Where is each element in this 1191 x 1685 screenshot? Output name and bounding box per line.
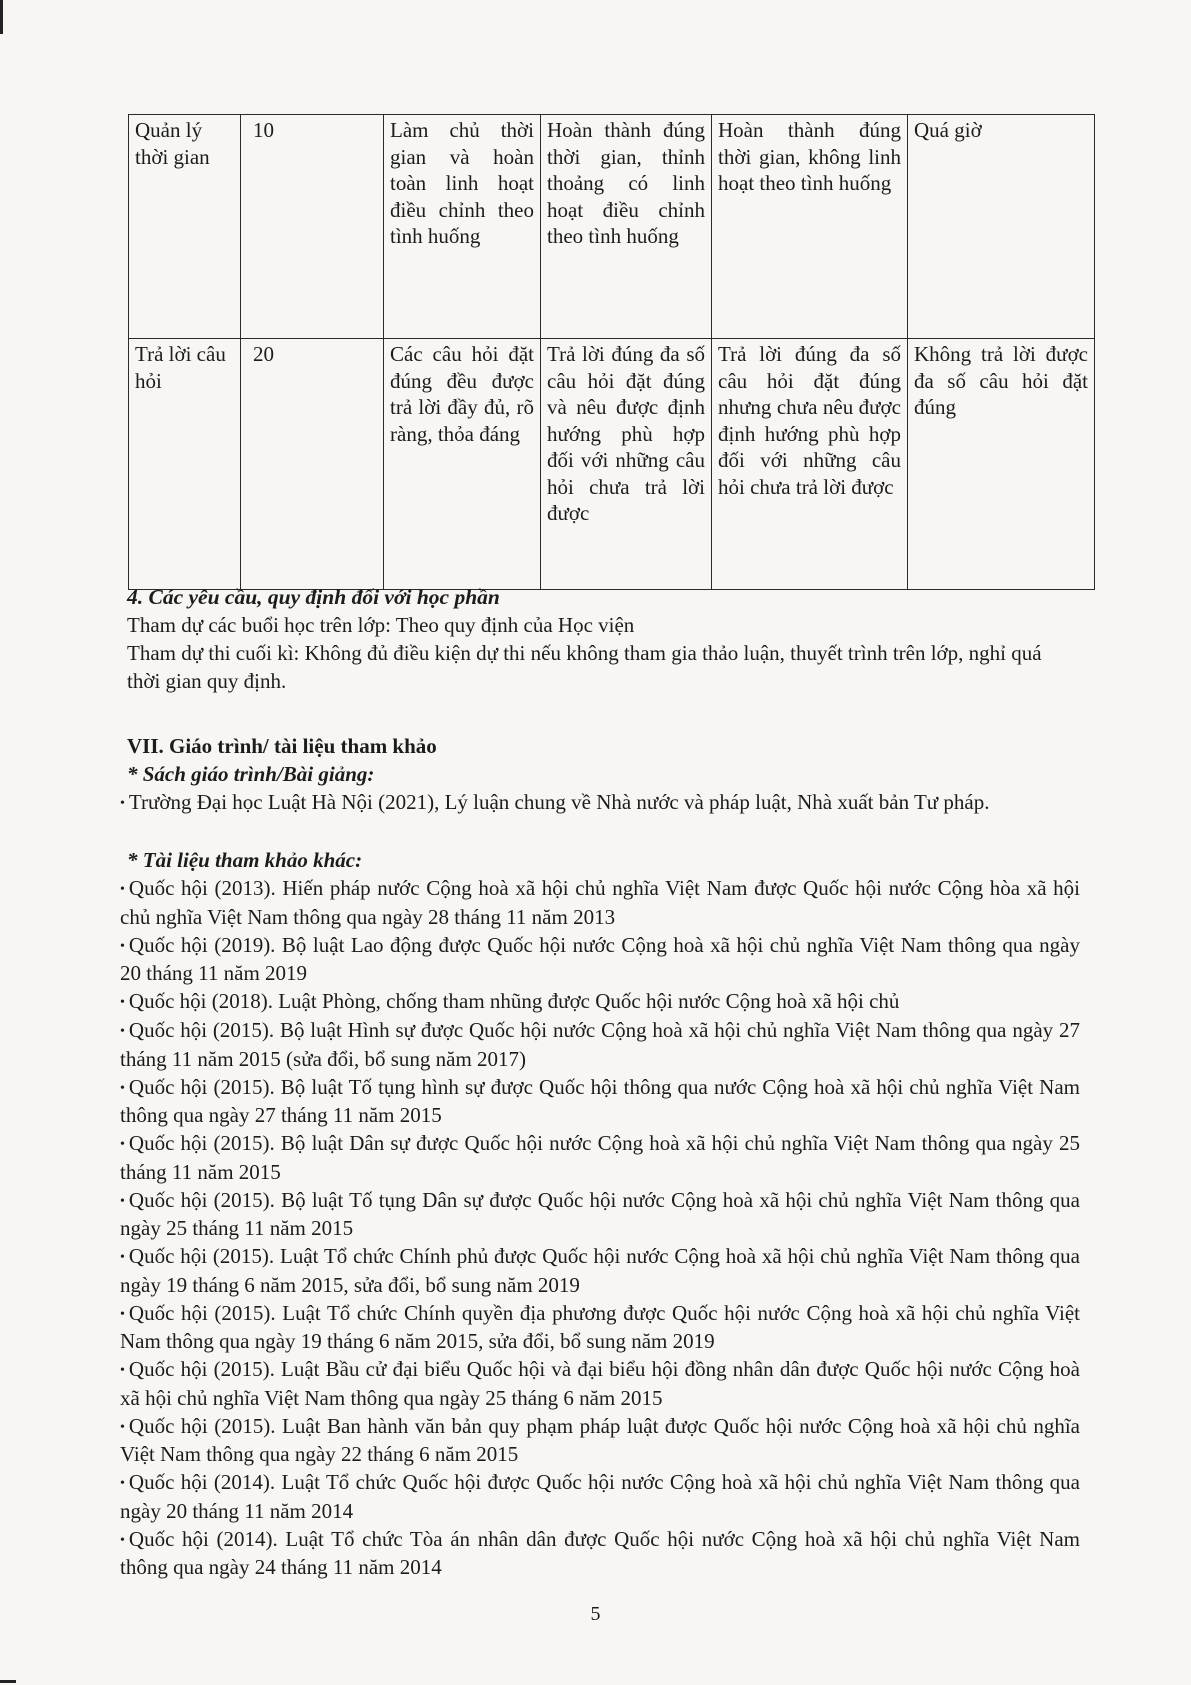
list-item: • Quốc hội (2018). Luật Phòng, chống tham nhũng được Quốc hội nước Cộng hoà xã hội chủ (120, 989, 900, 1013)
level-2-cell: Hoàn thành đúng thời gian, thỉnh thoảng có linh hoạt điều chỉnh theo tình huống (541, 115, 712, 339)
level-3-cell: Hoàn thành đúng thời gian, không linh hoạt theo tình huống (712, 115, 908, 339)
list-item: • Quốc hội (2015). Luật Ban hành văn bản quy phạm pháp luật được Quốc hội nước Cộng hoà xã hội chủ nghĩa Việt Nam thông qua ngày 22 tháng 6 năm 2015 (120, 1413, 1080, 1466)
list-item: • Quốc hội (2013). Hiến pháp nước Cộng hoà xã hội chủ nghĩa Việt Nam được Quốc hội nước Cộng hòa xã hội chủ nghĩa Việt Nam thông qua ngày 28 tháng 11 năm 2013 (120, 876, 1080, 929)
level-3-cell: Trả lời đúng đa số câu hỏi đặt đúng nhưng chưa nêu được định hướng phù hợp đối với những câu hỏi chưa trả lời được (712, 339, 908, 590)
textbook-item-text: Trường Đại học Luật Hà Nội (2021), Lý luận chung về Nhà nước và pháp luật, Nhà xuất bản Tư pháp. (128, 790, 990, 814)
page-number: 5 (590, 1603, 601, 1625)
criterion-cell: Trả lời câu hỏi (129, 339, 241, 590)
weight-cell: 10 (241, 115, 384, 339)
bullet-icon: • (120, 1137, 125, 1152)
level-4-cell: Quá giờ (908, 115, 1095, 339)
bullet-icon: • (120, 1532, 125, 1548)
textbook-item (120, 789, 1080, 818)
section-4-attendance: Tham dự các buổi học trên lớp: Theo quy định của Học viện (127, 613, 635, 637)
bullet-icon: • (120, 938, 125, 954)
bullet-icon: • (120, 1193, 125, 1209)
weight-cell: 20 (241, 339, 384, 590)
level-4-cell: Không trả lời được đa số câu hỏi đặt đúng (908, 339, 1095, 590)
bullet-icon: • (120, 1306, 125, 1322)
list-item: • Quốc hội (2014). Luật Tổ chức Tòa án nhân dân được Quốc hội nước Cộng hoà xã hội chủ nghĩa Việt Nam thông qua ngày 24 tháng 11 năm 2014 (120, 1526, 1080, 1579)
list-item: • Quốc hội (2015). Luật Tổ chức Chính quyền địa phương được Quốc hội nước Cộng hoà xã hội chủ nghĩa Việt Nam thông qua ngày 19 tháng 6 năm 2015, sửa đổi, bổ sung năm 2019 (120, 1300, 1080, 1353)
table-row (129, 339, 1095, 590)
section-4-exam-requirement: Tham dự thi cuối kì: Không đủ điều kiện dự thi nếu không tham gia thảo luận, thuyết trình trên lớp, nghỉ quá thời gian quy định. (127, 641, 1042, 693)
scan-mark-top-left (0, 0, 3, 34)
bullet-icon: • (120, 1476, 125, 1491)
other-references-heading: * Tài liệu tham khảo khác: (127, 848, 363, 872)
bullet-icon: • (120, 995, 125, 1010)
list-item: • Quốc hội (2014). Luật Tổ chức Quốc hội được Quốc hội nước Cộng hoà xã hội chủ nghĩa Việt Nam thông qua ngày 20 tháng 11 năm 2014 (120, 1470, 1080, 1523)
level-1-cell: Các câu hỏi đặt đúng đều được trả lời đầy đủ, rõ ràng, thỏa đáng (384, 339, 541, 590)
list-item: • Quốc hội (2015). Luật Bầu cử đại biểu Quốc hội và đại biểu hội đồng nhân dân được Quốc hội nước Cộng hoà xã hội chủ nghĩa Việt Nam thông qua ngày 25 tháng 6 năm 2015 (120, 1357, 1080, 1410)
section-4-heading: 4. Các yêu cầu, quy định đối với học phần (127, 585, 500, 609)
bullet-icon: • (120, 1024, 125, 1039)
list-item: • Quốc hội (2015). Luật Tổ chức Chính phủ được Quốc hội nước Cộng hoà xã hội chủ nghĩa Việt Nam thông qua ngày 19 tháng 6 năm 2015, sửa đổi, bổ sung năm 2019 (120, 1244, 1080, 1297)
list-item: • Quốc hội (2015). Bộ luật Tố tụng hình sự được Quốc hội thông qua nước Cộng hoà xã hội chủ nghĩa Việt Nam thông qua ngày 27 tháng 11 năm 2015 (120, 1074, 1080, 1127)
bullet-icon: • (120, 1363, 125, 1378)
list-item: • Quốc hội (2015). Bộ luật Tố tụng Dân sự được Quốc hội nước Cộng hoà xã hội chủ nghĩa Việt Nam thông qua ngày 25 tháng 11 năm 2015 (120, 1187, 1080, 1240)
rubric-table (128, 114, 1095, 590)
level-1-cell: Làm chủ thời gian và hoàn toàn linh hoạt điều chỉnh theo tình huống (384, 115, 541, 339)
bullet-icon: • (120, 1080, 125, 1096)
criterion-cell: Quản lý thời gian (129, 115, 241, 339)
section-7-heading: VII. Giáo trình/ tài liệu tham khảo (127, 734, 437, 758)
reference-list (120, 875, 1080, 1582)
list-item: • Quốc hội (2015). Bộ luật Hình sự được Quốc hội nước Cộng hoà xã hội chủ nghĩa Việt Nam thông qua ngày 27 tháng 11 năm 2015 (sửa đổi, bổ sung năm 2017) (120, 1018, 1080, 1071)
textbook-heading: * Sách giáo trình/Bài giảng: (127, 762, 375, 786)
list-item: • Quốc hội (2015). Bộ luật Dân sự được Quốc hội nước Cộng hoà xã hội chủ nghĩa Việt Nam thông qua ngày 25 tháng 11 năm 2015 (120, 1131, 1080, 1184)
bullet-icon: • (120, 1419, 125, 1435)
table-row (129, 115, 1095, 339)
bullet-icon: • (120, 1250, 125, 1265)
bullet-icon: • (120, 796, 125, 811)
bullet-icon: • (120, 882, 125, 897)
level-2-cell: Trả lời đúng đa số câu hỏi đặt đúng và nêu được định hướng phù hợp đối với những câu hỏi chưa trả lời được (541, 339, 712, 590)
list-item: • Quốc hội (2019). Bộ luật Lao động được Quốc hội nước Cộng hoà xã hội chủ nghĩa Việt Nam thông qua ngày 20 tháng 11 năm 2019 (120, 932, 1080, 985)
scan-mark-bottom-left (0, 1680, 16, 1683)
